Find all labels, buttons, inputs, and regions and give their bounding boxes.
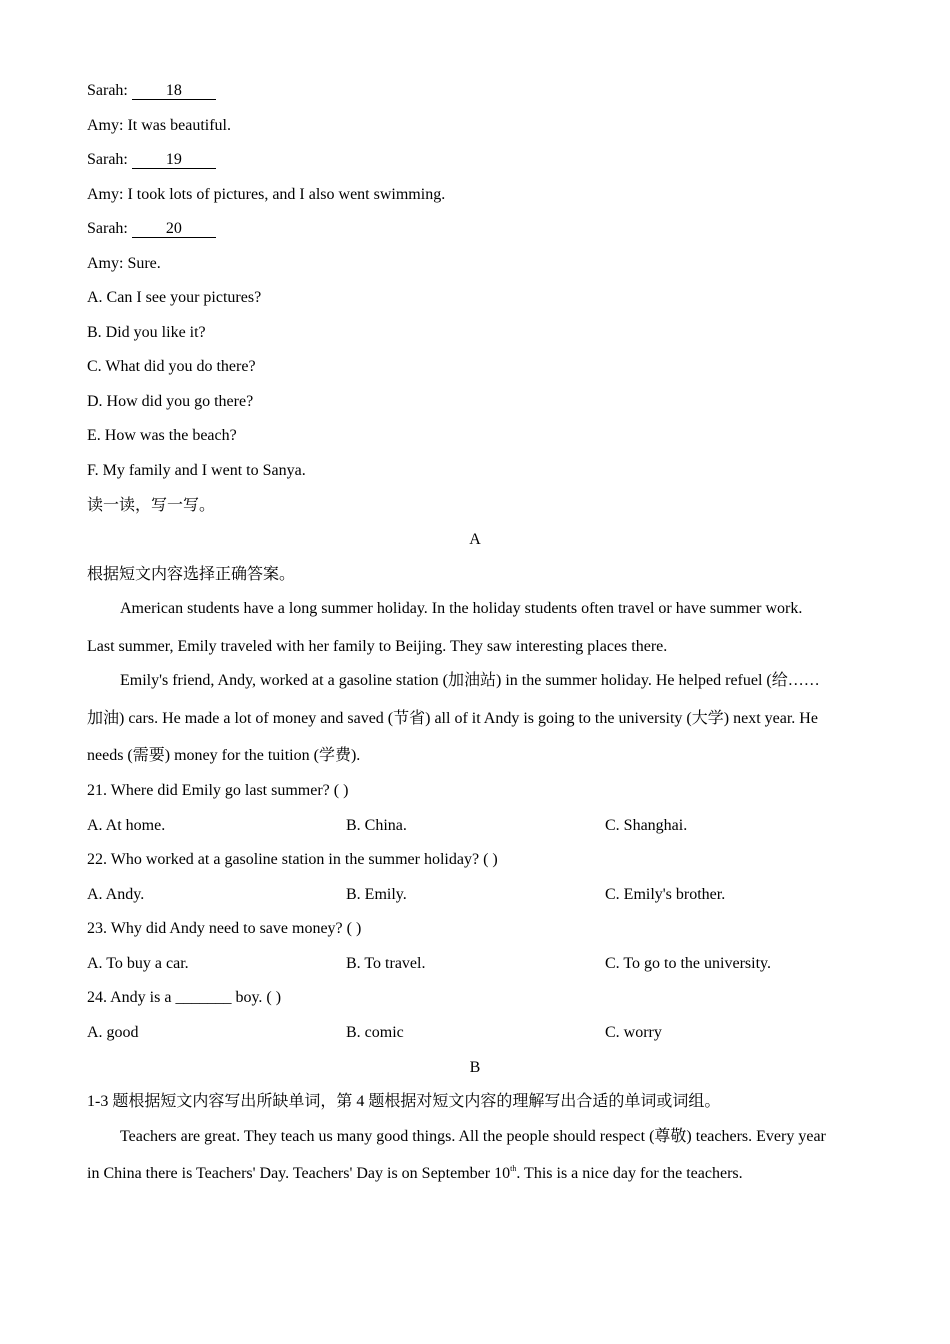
dialogue-line bbox=[87, 150, 216, 170]
dialogue-option: C. What did you do there? bbox=[87, 358, 256, 375]
answer-option[interactable]: A. At home. bbox=[87, 817, 166, 834]
answer-option[interactable]: C. Emily's brother. bbox=[605, 886, 726, 903]
speaker: Amy: bbox=[87, 186, 124, 203]
dialogue-option: D. How did you go there? bbox=[87, 393, 254, 410]
question-stem: 22. Who worked at a gasoline station in the summer holiday? ( ) bbox=[87, 851, 498, 868]
speaker: Sarah: bbox=[87, 82, 128, 99]
answer-option[interactable]: A. Andy. bbox=[87, 886, 145, 903]
dialogue-line bbox=[87, 81, 216, 101]
answer-option[interactable]: A. good bbox=[87, 1024, 139, 1041]
part-b-label: B bbox=[469, 1059, 481, 1076]
speaker: Sarah: bbox=[87, 151, 128, 168]
dialogue-option: A. Can I see your pictures? bbox=[87, 289, 262, 306]
question-stem: 21. Where did Emily go last summer? ( ) bbox=[87, 782, 349, 799]
question-stem: 24. Andy is a _______ boy. ( ) bbox=[87, 989, 282, 1006]
speaker: Sarah: bbox=[87, 220, 128, 237]
question-stem: 23. Why did Andy need to save money? ( ) bbox=[87, 920, 362, 937]
passage-text: . This is a nice day for the teachers. bbox=[516, 1165, 743, 1182]
dialogue-option: E. How was the beach? bbox=[87, 427, 237, 444]
dialogue-text: I took lots of pictures, and I also went swimming. bbox=[127, 186, 446, 203]
passage-line: Teachers are great. They teach us many good things. All the people should respect (尊敬) teachers. Every year bbox=[120, 1128, 826, 1145]
answer-option[interactable]: A. To buy a car. bbox=[87, 955, 189, 972]
answer-blank[interactable]: 19 bbox=[132, 151, 216, 169]
dialogue-option: B. Did you like it? bbox=[87, 324, 206, 341]
answer-blank[interactable]: 20 bbox=[132, 220, 216, 238]
part-b-instruction: 1-3 题根据短文内容写出所缺单词，第 4 题根据对短文内容的理解写出合适的单词或词组。 bbox=[87, 1093, 721, 1110]
passage-line: Emily's friend, Andy, worked at a gasoline station (加油站) in the summer holiday. He helped refuel (给…… bbox=[120, 672, 820, 689]
part-a-instruction: 根据短文内容选择正确答案。 bbox=[87, 566, 296, 583]
dialogue-line bbox=[87, 185, 445, 205]
answer-option[interactable]: B. To travel. bbox=[346, 955, 426, 972]
dialogue-line bbox=[87, 219, 216, 239]
passage-line bbox=[87, 1164, 743, 1184]
ordinal-suffix: th bbox=[510, 1164, 517, 1173]
dialogue-text: It was beautiful. bbox=[127, 117, 231, 134]
dialogue-line bbox=[87, 116, 231, 136]
speaker: Amy: bbox=[87, 255, 124, 272]
dialogue-option: F. My family and I went to Sanya. bbox=[87, 462, 306, 479]
part-a-label: A bbox=[469, 531, 481, 548]
passage-line: Last summer, Emily traveled with her family to Beijing. They saw interesting places there. bbox=[87, 638, 668, 655]
answer-option[interactable]: B. comic bbox=[346, 1024, 404, 1041]
dialogue-text: Sure. bbox=[127, 255, 161, 272]
answer-blank[interactable]: 18 bbox=[132, 82, 216, 100]
passage-line: needs (需要) money for the tuition (学费). bbox=[87, 747, 361, 764]
speaker: Amy: bbox=[87, 117, 124, 134]
answer-option[interactable]: C. Shanghai. bbox=[605, 817, 688, 834]
passage-line: American students have a long summer holiday. In the holiday students often travel or have summer work. bbox=[120, 600, 803, 617]
section-heading: 读一读，写一写。 bbox=[87, 497, 216, 514]
answer-option[interactable]: C. To go to the university. bbox=[605, 955, 771, 972]
answer-option[interactable]: B. China. bbox=[346, 817, 407, 834]
passage-line: 加油) cars. He made a lot of money and saved (节省) all of it Andy is going to the university (大学) next year. He bbox=[87, 710, 818, 727]
passage-text: in China there is Teachers' Day. Teachers' Day is on September 10 bbox=[87, 1165, 511, 1182]
dialogue-line bbox=[87, 254, 161, 274]
answer-option[interactable]: C. worry bbox=[605, 1024, 662, 1041]
answer-option[interactable]: B. Emily. bbox=[346, 886, 407, 903]
